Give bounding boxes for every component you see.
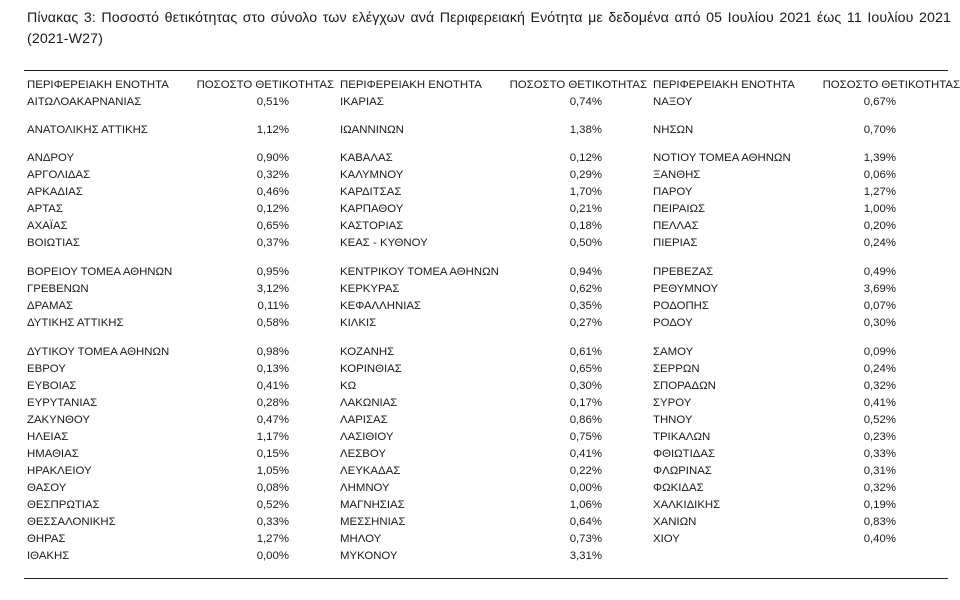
region-name: ΙΚΑΡΙΑΣ — [340, 96, 384, 108]
positivity-value: 0,52% — [256, 499, 289, 511]
region-name: ΡΕΘΥΜΝΟΥ — [653, 283, 719, 295]
region-name: ΚΟΡΙΝΘΙΑΣ — [340, 363, 402, 375]
positivity-value: 0,29% — [569, 169, 602, 181]
table-top-rule — [24, 70, 948, 71]
positivity-value: 0,65% — [256, 220, 289, 232]
region-name: ΚΑΣΤΟΡΙΑΣ — [340, 220, 404, 232]
positivity-value: 0,83% — [863, 516, 896, 528]
positivity-value: 0,62% — [569, 283, 602, 295]
region-name: ΜΥΚΟΝΟΥ — [340, 550, 398, 562]
region-name: ΚΑΒΑΛΑΣ — [340, 152, 393, 164]
region-name: ΦΩΚΙΔΑΣ — [653, 482, 704, 494]
region-name: ΔΥΤΙΚΗΣ ΑΤΤΙΚΗΣ — [27, 317, 124, 329]
region-name: ΘΕΣΠΡΩΤΙΑΣ — [27, 499, 100, 511]
positivity-value: 0,00% — [256, 550, 289, 562]
region-name: ΑΡΓΟΛΙΔΑΣ — [27, 169, 91, 181]
region-name: ΙΘΑΚΗΣ — [27, 550, 70, 562]
region-name: ΚΩ — [340, 380, 357, 392]
region-name: ΘΕΣΣΑΛΟΝΙΚΗΣ — [27, 516, 116, 528]
positivity-value: 0,40% — [863, 533, 896, 545]
header-positivity: ΠΟΣΟΣΤΟ ΘΕΤΙΚΟΤΗΤΑΣ — [509, 79, 647, 91]
region-name: ΛΑΣΙΘΙΟΥ — [340, 431, 394, 443]
region-name: ΛΕΥΚΑΔΑΣ — [340, 465, 401, 477]
header-region: ΠΕΡΙΦΕΡΕΙΑΚΗ ΕΝΟΤΗΤΑ — [653, 79, 795, 91]
region-name: ΚΑΡΔΙΤΣΑΣ — [340, 186, 402, 198]
region-name: ΕΒΡΟΥ — [27, 363, 66, 375]
region-name: ΒΟΡΕΙΟΥ ΤΟΜΕΑ ΑΘΗΝΩΝ — [27, 266, 173, 278]
positivity-value: 0,28% — [256, 397, 289, 409]
region-name: ΑΝΔΡΟΥ — [27, 152, 75, 164]
region-name: ΜΑΓΝΗΣΙΑΣ — [340, 499, 405, 511]
positivity-value: 1,70% — [569, 186, 602, 198]
positivity-value: 0,49% — [863, 266, 896, 278]
positivity-value: 0,22% — [569, 465, 602, 477]
positivity-value: 0,33% — [863, 448, 896, 460]
positivity-value: 0,07% — [863, 300, 896, 312]
region-name: ΤΡΙΚΑΛΩΝ — [653, 431, 711, 443]
positivity-value: 0,32% — [863, 380, 896, 392]
positivity-value: 0,06% — [863, 169, 896, 181]
positivity-value: 0,30% — [569, 380, 602, 392]
region-name: ΡΟΔΟΠΗΣ — [653, 300, 709, 312]
positivity-value: 0,11% — [257, 300, 289, 312]
positivity-value: 0,24% — [863, 237, 896, 249]
table-caption: Πίνακας 3: Ποσοστό θετικότητας στο σύνολο των ελέγχων ανά Περιφερειακή Ενότητα με δεδομένα από 05 Ιουλίου 2021 έως 11 Ιουλίου 2021 (2021-W27) — [27, 10, 951, 47]
positivity-value: 0,00% — [569, 482, 602, 494]
header-positivity: ΠΟΣΟΣΤΟ ΘΕΤΙΚΟΤΗΤΑΣ — [196, 79, 334, 91]
positivity-value: 3,31% — [569, 550, 602, 562]
region-name: ΠΕΛΛΑΣ — [653, 220, 699, 232]
positivity-value: 0,30% — [863, 317, 896, 329]
positivity-value: 0,95% — [256, 266, 289, 278]
table-bottom-rule — [24, 578, 948, 579]
region-name: ΒΟΙΩΤΙΑΣ — [27, 237, 80, 249]
positivity-value: 0,75% — [569, 431, 602, 443]
positivity-value: 0,37% — [256, 237, 289, 249]
region-name: ΚΕΦΑΛΛΗΝΙΑΣ — [340, 300, 422, 312]
region-name: ΧΙΟΥ — [653, 533, 680, 545]
region-name: ΝΟΤΙΟΥ ΤΟΜΕΑ ΑΘΗΝΩΝ — [653, 152, 791, 164]
region-name: ΠΙΕΡΙΑΣ — [653, 237, 698, 249]
positivity-value: 3,12% — [256, 283, 289, 295]
positivity-value: 0,46% — [256, 186, 289, 198]
region-name: ΚΑΡΠΑΘΟΥ — [340, 203, 404, 215]
header-positivity: ΠΟΣΟΣΤΟ ΘΕΤΙΚΟΤΗΤΑΣ — [822, 79, 960, 91]
region-name: ΠΡΕΒΕΖΑΣ — [653, 266, 714, 278]
positivity-value: 0,52% — [863, 414, 896, 426]
positivity-value: 0,35% — [569, 300, 602, 312]
positivity-value: 0,70% — [863, 124, 896, 136]
positivity-value: 0,90% — [256, 152, 289, 164]
positivity-value: 0,50% — [569, 237, 602, 249]
region-name: ΑΝΑΤΟΛΙΚΗΣ ΑΤΤΙΚΗΣ — [27, 124, 148, 136]
positivity-value: 0,65% — [569, 363, 602, 375]
positivity-value: 0,27% — [569, 317, 602, 329]
positivity-value: 1,39% — [863, 152, 896, 164]
region-name: ΗΛΕΙΑΣ — [27, 431, 69, 443]
positivity-value: 1,05% — [256, 465, 289, 477]
region-name: ΡΟΔΟΥ — [653, 317, 693, 329]
positivity-value: 0,31% — [863, 465, 896, 477]
region-name: ΝΑΞΟΥ — [653, 96, 693, 108]
region-name: ΜΕΣΣΗΝΙΑΣ — [340, 516, 406, 528]
positivity-value: 1,06% — [569, 499, 602, 511]
region-name: ΤΗΝΟΥ — [653, 414, 693, 426]
region-name: ΧΑΝΙΩΝ — [653, 516, 697, 528]
positivity-value: 0,20% — [863, 220, 896, 232]
positivity-value: 3,69% — [863, 283, 896, 295]
region-name: ΣΠΟΡΑΔΩΝ — [653, 380, 716, 392]
region-name: ΗΜΑΘΙΑΣ — [27, 448, 79, 460]
region-name: ΣΑΜΟΥ — [653, 346, 694, 358]
positivity-value: 0,12% — [256, 203, 289, 215]
region-name: ΕΥΡΥΤΑΝΙΑΣ — [27, 397, 98, 409]
region-name: ΔΥΤΙΚΟΥ ΤΟΜΕΑ ΑΘΗΝΩΝ — [27, 346, 170, 358]
positivity-value: 1,27% — [256, 533, 289, 545]
positivity-value: 1,17% — [256, 431, 289, 443]
positivity-value: 0,21% — [569, 203, 602, 215]
positivity-value: 0,51% — [256, 96, 289, 108]
region-name: ΑΙΤΩΛΟΑΚΑΡΝΑΝΙΑΣ — [27, 96, 142, 108]
region-name: ΑΧΑΪΑΣ — [27, 220, 68, 232]
region-name: ΞΑΝΘΗΣ — [653, 169, 701, 181]
region-name: ΚΕΑΣ - ΚΥΘΝΟΥ — [340, 237, 428, 249]
region-name: ΑΡΤΑΣ — [27, 203, 63, 215]
positivity-value: 0,74% — [569, 96, 602, 108]
region-name: ΖΑΚΥΝΘΟΥ — [27, 414, 90, 426]
positivity-value: 0,08% — [256, 482, 289, 494]
region-name: ΔΡΑΜΑΣ — [27, 300, 74, 312]
positivity-value: 0,98% — [256, 346, 289, 358]
positivity-value: 0,12% — [569, 152, 602, 164]
positivity-value: 0,19% — [863, 499, 896, 511]
positivity-value: 1,27% — [863, 186, 896, 198]
region-name: ΙΩΑΝΝΙΝΩΝ — [340, 124, 404, 136]
region-name: ΛΑΚΩΝΙΑΣ — [340, 397, 398, 409]
region-name: ΑΡΚΑΔΙΑΣ — [27, 186, 83, 198]
positivity-value: 0,58% — [256, 317, 289, 329]
region-name: ΛΕΣΒΟΥ — [340, 448, 386, 460]
positivity-value: 0,09% — [863, 346, 896, 358]
region-name: ΠΕΙΡΑΙΩΣ — [653, 203, 706, 215]
region-name: ΘΗΡΑΣ — [27, 533, 66, 545]
positivity-value: 0,32% — [256, 169, 289, 181]
region-name: ΚΙΛΚΙΣ — [340, 317, 377, 329]
region-name: ΚΟΖΑΝΗΣ — [340, 346, 395, 358]
region-name: ΚΕΝΤΡΙΚΟΥ ΤΟΜΕΑ ΑΘΗΝΩΝ — [340, 266, 499, 278]
region-name: ΚΕΡΚΥΡΑΣ — [340, 283, 400, 295]
positivity-value: 0,94% — [569, 266, 602, 278]
region-name: ΗΡΑΚΛΕΙΟΥ — [27, 465, 92, 477]
positivity-value: 0,17% — [569, 397, 602, 409]
positivity-value: 0,41% — [256, 380, 289, 392]
positivity-value: 0,15% — [256, 448, 289, 460]
header-region: ΠΕΡΙΦΕΡΕΙΑΚΗ ΕΝΟΤΗΤΑ — [340, 79, 482, 91]
positivity-value: 0,64% — [569, 516, 602, 528]
region-name: ΜΗΛΟΥ — [340, 533, 382, 545]
region-name: ΕΥΒΟΙΑΣ — [27, 380, 77, 392]
region-name: ΛΗΜΝΟΥ — [340, 482, 390, 494]
positivity-value: 0,41% — [569, 448, 602, 460]
region-name: ΧΑΛΚΙΔΙΚΗΣ — [653, 499, 721, 511]
positivity-value: 1,12% — [256, 124, 289, 136]
positivity-value: 0,73% — [569, 533, 602, 545]
positivity-value: 0,13% — [256, 363, 289, 375]
positivity-value: 1,38% — [569, 124, 602, 136]
positivity-value: 0,61% — [569, 346, 602, 358]
header-region: ΠΕΡΙΦΕΡΕΙΑΚΗ ΕΝΟΤΗΤΑ — [27, 79, 169, 91]
positivity-value: 0,47% — [256, 414, 289, 426]
positivity-value: 0,86% — [569, 414, 602, 426]
positivity-value: 0,18% — [569, 220, 602, 232]
region-name: ΛΑΡΙΣΑΣ — [340, 414, 388, 426]
region-name: ΦΘΙΩΤΙΔΑΣ — [653, 448, 715, 460]
positivity-value: 0,32% — [863, 482, 896, 494]
region-name: ΠΑΡΟΥ — [653, 186, 693, 198]
positivity-value: 0,33% — [256, 516, 289, 528]
region-name: ΚΑΛΥΜΝΟΥ — [340, 169, 404, 181]
region-name: ΝΗΣΩΝ — [653, 124, 694, 136]
positivity-value: 0,41% — [863, 397, 896, 409]
region-name: ΘΑΣΟΥ — [27, 482, 67, 494]
region-name: ΣΕΡΡΩΝ — [653, 363, 700, 375]
positivity-value: 0,24% — [863, 363, 896, 375]
positivity-value: 0,67% — [863, 96, 896, 108]
region-name: ΣΥΡΟΥ — [653, 397, 692, 409]
positivity-value: 0,23% — [863, 431, 896, 443]
region-name: ΓΡΕΒΕΝΩΝ — [27, 283, 89, 295]
positivity-value: 1,00% — [863, 203, 896, 215]
region-name: ΦΛΩΡΙΝΑΣ — [653, 465, 712, 477]
